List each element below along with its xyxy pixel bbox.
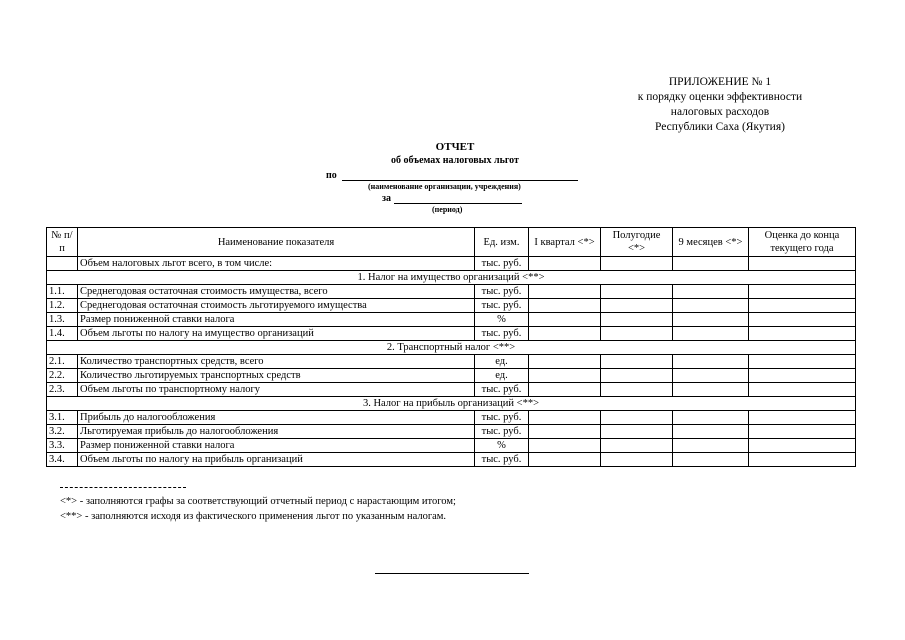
cell-estimate[interactable] xyxy=(749,355,856,369)
cell-nine[interactable] xyxy=(673,355,749,369)
cell-estimate[interactable] xyxy=(749,257,856,271)
appendix-line: к порядку оценки эффективности xyxy=(637,91,803,103)
cell-unit: тыс. руб. xyxy=(475,299,529,313)
col-header-unit: Ед. изм. xyxy=(475,228,529,257)
cell-name: Количество транспортных средств, всего xyxy=(78,355,475,369)
table-row xyxy=(47,313,856,327)
cell-estimate[interactable] xyxy=(749,369,856,383)
cell-name: Объем льготы по налогу на прибыль организаций xyxy=(78,453,475,467)
table-row xyxy=(47,383,856,397)
cell-q1[interactable] xyxy=(529,355,601,369)
table-header-row xyxy=(47,228,856,257)
cell-num: 3.3. xyxy=(47,439,78,453)
cell-unit: тыс. руб. xyxy=(475,411,529,425)
cell-estimate[interactable] xyxy=(749,313,856,327)
cell-name: Объем льготы по налогу на имущество организаций xyxy=(78,327,475,341)
cell-num: 3.2. xyxy=(47,425,78,439)
cell-q1[interactable] xyxy=(529,299,601,313)
cell-num: 1.1. xyxy=(47,285,78,299)
cell-unit: ед. xyxy=(475,369,529,383)
cell-half[interactable] xyxy=(601,257,673,271)
section-row xyxy=(47,271,856,285)
appendix-line: Республики Саха (Якутия) xyxy=(655,121,785,133)
section-row xyxy=(47,397,856,411)
table-row xyxy=(47,439,856,453)
cell-estimate[interactable] xyxy=(749,439,856,453)
period-row xyxy=(382,193,522,204)
section-title: 1. Налог на имущество организаций <**> xyxy=(47,271,856,285)
cell-half[interactable] xyxy=(601,453,673,467)
col-header-name: Наименование показателя xyxy=(78,228,475,257)
cell-nine[interactable] xyxy=(673,453,749,467)
cell-unit: % xyxy=(475,439,529,453)
cell-num: 3.1. xyxy=(47,411,78,425)
cell-nine[interactable] xyxy=(673,439,749,453)
cell-estimate[interactable] xyxy=(749,285,856,299)
table-row xyxy=(47,411,856,425)
cell-unit: тыс. руб. xyxy=(475,257,529,271)
appendix-title: ПРИЛОЖЕНИЕ № 1 xyxy=(668,76,772,88)
cell-unit: ед. xyxy=(475,355,529,369)
cell-q1[interactable] xyxy=(529,285,601,299)
cell-q1[interactable] xyxy=(529,369,601,383)
cell-num: 1.3. xyxy=(47,313,78,327)
cell-name: Среднегодовая остаточная стоимость имущества, всего xyxy=(78,285,475,299)
cell-name: Объем льготы по транспортному налогу xyxy=(78,383,475,397)
appendix-line: налоговых расходов xyxy=(670,106,770,118)
cell-half[interactable] xyxy=(601,411,673,425)
cell-name: Среднегодовая остаточная стоимость льготируемого имущества xyxy=(78,299,475,313)
cell-half[interactable] xyxy=(601,383,673,397)
cell-half[interactable] xyxy=(601,327,673,341)
appendix-header xyxy=(580,75,860,135)
table-row xyxy=(47,355,856,369)
footnote-divider xyxy=(60,487,186,488)
cell-estimate[interactable] xyxy=(749,327,856,341)
cell-unit: тыс. руб. xyxy=(475,453,529,467)
cell-num: 2.1. xyxy=(47,355,78,369)
cell-half[interactable] xyxy=(601,285,673,299)
period-hint: (период) xyxy=(432,205,463,214)
col-header-num: № п/п xyxy=(47,228,78,257)
cell-nine[interactable] xyxy=(673,369,749,383)
cell-unit: тыс. руб. xyxy=(475,425,529,439)
cell-estimate[interactable] xyxy=(749,383,856,397)
cell-unit: тыс. руб. xyxy=(475,285,529,299)
cell-nine[interactable] xyxy=(673,411,749,425)
footnote-1: <*> - заполняются графы за соответствующий отчетный период с нарастающим итогом; xyxy=(60,496,456,507)
col-header-nine: 9 месяцев <*> xyxy=(673,228,749,257)
cell-nine[interactable] xyxy=(673,299,749,313)
table-row xyxy=(47,327,856,341)
cell-q1[interactable] xyxy=(529,425,601,439)
report-title-main: ОТЧЕТ xyxy=(435,141,475,153)
cell-unit: тыс. руб. xyxy=(475,327,529,341)
cell-name: Количество льготируемых транспортных средств xyxy=(78,369,475,383)
cell-q1[interactable] xyxy=(529,257,601,271)
cell-num: 3.4. xyxy=(47,453,78,467)
cell-name: Объем налоговых льгот всего, в том числе: xyxy=(78,257,475,271)
cell-num: 1.4. xyxy=(47,327,78,341)
cell-q1[interactable] xyxy=(529,453,601,467)
period-label: за xyxy=(382,193,392,204)
cell-half[interactable] xyxy=(601,369,673,383)
cell-estimate[interactable] xyxy=(749,453,856,467)
cell-nine[interactable] xyxy=(673,313,749,327)
period-field[interactable] xyxy=(394,193,522,204)
cell-unit: % xyxy=(475,313,529,327)
table-row xyxy=(47,299,856,313)
section-row xyxy=(47,341,856,355)
report-title xyxy=(330,140,580,167)
cell-estimate[interactable] xyxy=(749,425,856,439)
table-row xyxy=(47,425,856,439)
cell-nine[interactable] xyxy=(673,425,749,439)
col-header-half: Полугодие <*> xyxy=(601,228,673,257)
organization-hint: (наименование организации, учреждения) xyxy=(368,182,521,191)
cell-num xyxy=(47,257,78,271)
col-header-q1: I квартал <*> xyxy=(529,228,601,257)
cell-name: Размер пониженной ставки налога xyxy=(78,439,475,453)
cell-nine[interactable] xyxy=(673,257,749,271)
table-row xyxy=(47,369,856,383)
cell-name: Прибыль до налогообложения xyxy=(78,411,475,425)
cell-q1[interactable] xyxy=(529,439,601,453)
cell-estimate[interactable] xyxy=(749,411,856,425)
organization-field[interactable] xyxy=(342,170,578,181)
cell-nine[interactable] xyxy=(673,327,749,341)
table-row xyxy=(47,453,856,467)
cell-half[interactable] xyxy=(601,313,673,327)
cell-estimate[interactable] xyxy=(749,299,856,313)
cell-unit: тыс. руб. xyxy=(475,383,529,397)
cell-num: 1.2. xyxy=(47,299,78,313)
table-row-total xyxy=(47,257,856,271)
cell-half[interactable] xyxy=(601,439,673,453)
report-title-sub: об объемах налоговых льгот xyxy=(391,155,519,166)
cell-half[interactable] xyxy=(601,299,673,313)
section-title: 2. Транспортный налог <**> xyxy=(47,341,856,355)
report-table xyxy=(46,227,856,467)
cell-q1[interactable] xyxy=(529,313,601,327)
organization-row xyxy=(326,170,578,181)
section-title: 3. Налог на прибыль организаций <**> xyxy=(47,397,856,411)
col-header-estimate: Оценка до конца текущего года xyxy=(749,228,856,257)
signature-line[interactable] xyxy=(375,573,529,574)
cell-half[interactable] xyxy=(601,425,673,439)
cell-nine[interactable] xyxy=(673,383,749,397)
cell-num: 2.3. xyxy=(47,383,78,397)
cell-num: 2.2. xyxy=(47,369,78,383)
table-row xyxy=(47,285,856,299)
cell-name: Льготируемая прибыль до налогообложения xyxy=(78,425,475,439)
cell-q1[interactable] xyxy=(529,411,601,425)
footnote-2: <**> - заполняются исходя из фактического применения льгот по указанным налогам. xyxy=(60,511,447,522)
organization-label: по xyxy=(326,170,337,181)
cell-half[interactable] xyxy=(601,355,673,369)
cell-q1[interactable] xyxy=(529,383,601,397)
cell-name: Размер пониженной ставки налога xyxy=(78,313,475,327)
cell-q1[interactable] xyxy=(529,327,601,341)
cell-nine[interactable] xyxy=(673,285,749,299)
